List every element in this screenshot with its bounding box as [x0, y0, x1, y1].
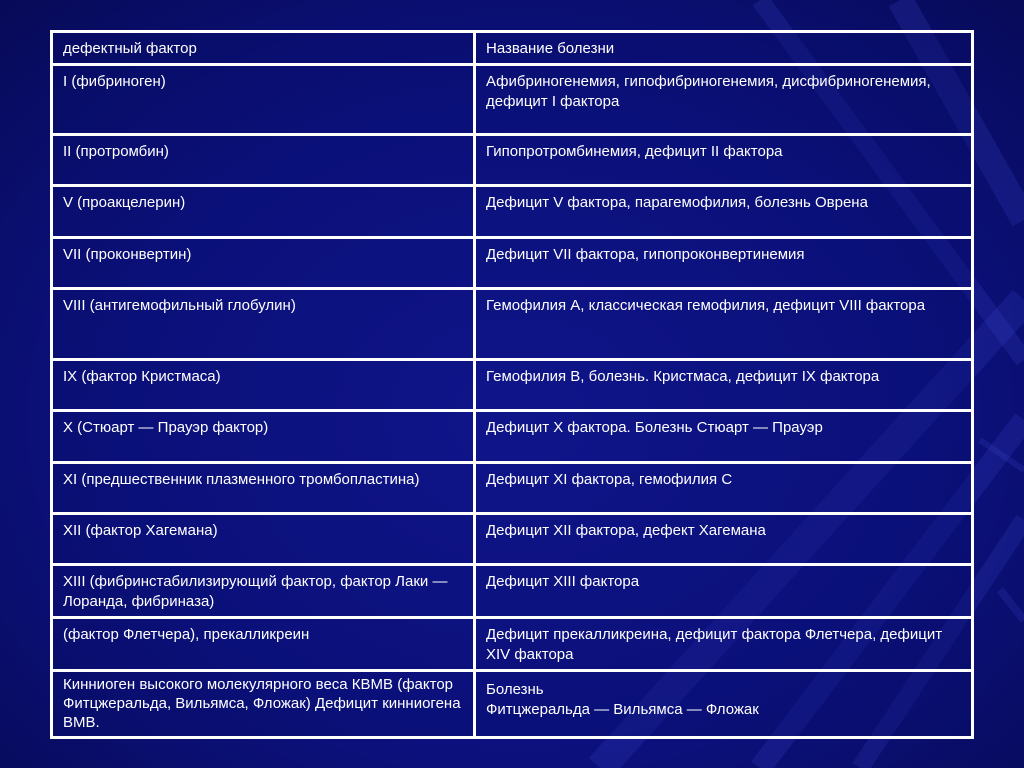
clotting-factors-table — [50, 30, 974, 739]
disease-cell: Дефицит VII фактора, гипопроконвертинемия — [475, 238, 973, 289]
table-row — [52, 360, 973, 411]
factor-cell: IX (фактор Кристмаса) — [52, 360, 475, 411]
factor-cell: V (проакцелерин) — [52, 186, 475, 238]
factor-cell: XIII (фибринстабилизирующий фактор, фактор Лаки — Лоранда, фибриназа) — [52, 565, 475, 618]
factor-cell: (фактор Флетчера), прекалликреин — [52, 618, 475, 671]
disease-cell: Болезнь Фитцжеральда — Вильямса — Фложак — [475, 671, 973, 738]
header-factor: дефектный фактор — [52, 32, 475, 65]
disease-cell: Гемофилия B, болезнь. Кристмаса, дефицит IX фактора — [475, 360, 973, 411]
disease-cell: Дефицит XII фактора, дефект Хагемана — [475, 514, 973, 565]
disease-cell: Дефицит XIII фактора — [475, 565, 973, 618]
table-row — [52, 238, 973, 289]
disease-cell: Афибриногенемия, гипофибриногенемия, дисфибриногенемия, дефицит I фактора — [475, 65, 973, 135]
factor-cell: XI (предшественник плазменного тромбопластина) — [52, 463, 475, 514]
table-row — [52, 135, 973, 186]
factor-cell: I (фибриноген) — [52, 65, 475, 135]
table-row — [52, 65, 973, 135]
disease-cell: Дефицит X фактора. Болезнь Стюарт — Прауэр — [475, 411, 973, 463]
table-row — [52, 514, 973, 565]
table-row — [52, 618, 973, 671]
factor-cell: VIII (антигемофильный глобулин) — [52, 289, 475, 360]
disease-cell: Гемофилия A, классическая гемофилия, дефицит VIII фактора — [475, 289, 973, 360]
table-row — [52, 671, 973, 738]
table-row — [52, 463, 973, 514]
factor-cell: X (Стюарт — Прауэр фактор) — [52, 411, 475, 463]
factor-cell: Кинниоген высокого молекулярного веса КВМВ (фактор Фитцжеральда, Вильямса, Фложак) Дефицит кинниогена ВМВ. — [52, 671, 475, 738]
factor-cell: VII (проконвертин) — [52, 238, 475, 289]
table-row — [52, 565, 973, 618]
disease-cell: Дефицит прекалликреина, дефицит фактора Флетчера, дефицит XIV фактора — [475, 618, 973, 671]
table-row — [52, 289, 973, 360]
table-header-row — [52, 32, 973, 65]
disease-cell: Дефицит XI фактора, гемофилия C — [475, 463, 973, 514]
table-row — [52, 411, 973, 463]
header-disease: Название болезни — [475, 32, 973, 65]
disease-cell: Дефицит V фактора, парагемофилия, болезнь Оврена — [475, 186, 973, 238]
factor-cell: II (протромбин) — [52, 135, 475, 186]
factor-cell: XII (фактор Хагемана) — [52, 514, 475, 565]
table-row — [52, 186, 973, 238]
disease-cell: Гипопротромбинемия, дефицит II фактора — [475, 135, 973, 186]
